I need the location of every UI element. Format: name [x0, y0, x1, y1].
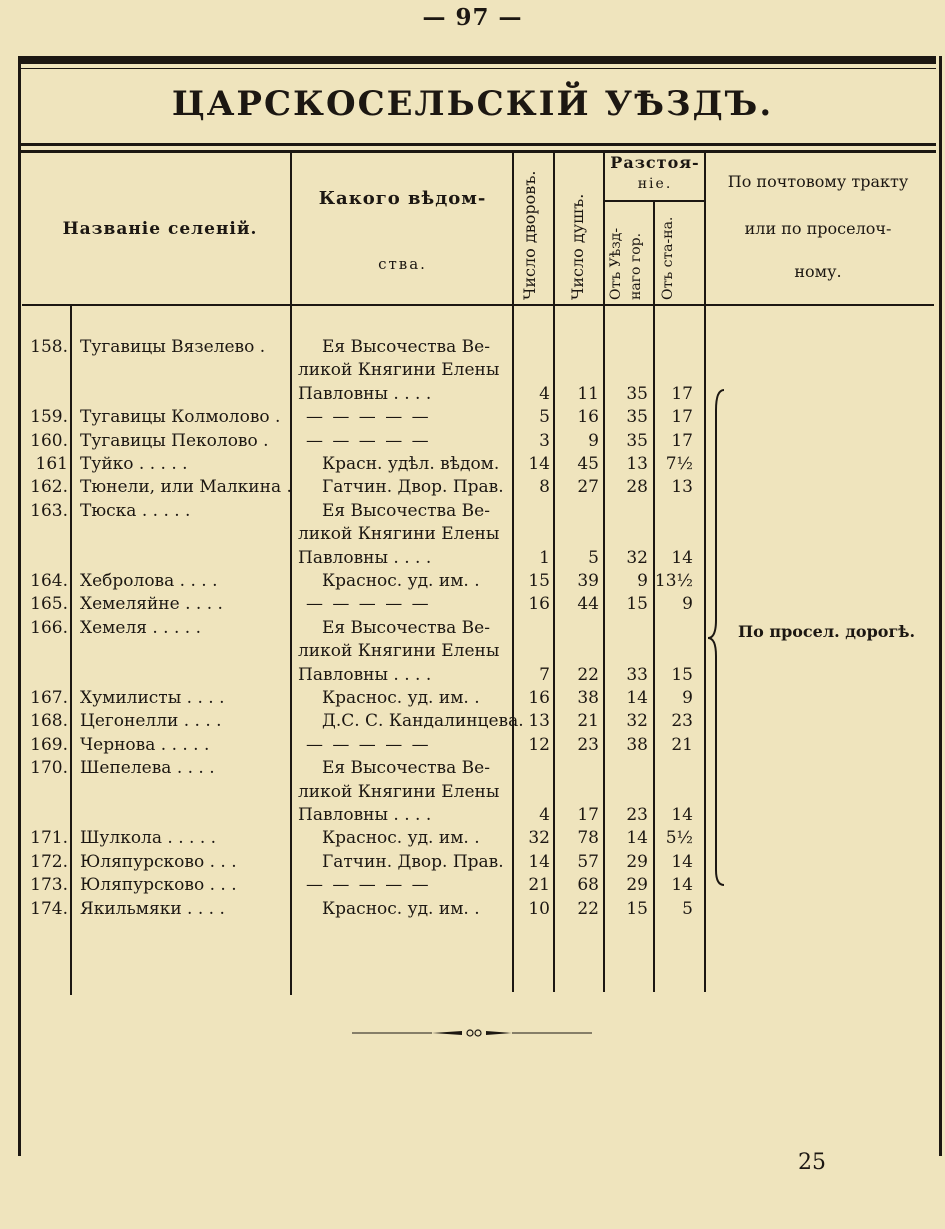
village-name: Якильмяки . . . . — [80, 898, 225, 919]
households-value: 12 — [528, 734, 550, 755]
department-line: Павловны . . . . — [298, 383, 432, 404]
households-value: 32 — [528, 828, 550, 849]
distance-stan-value: 7½ — [665, 454, 693, 474]
header-dept-line1: Какого вѣдом- — [318, 188, 487, 209]
distance-town-value: 13 — [626, 454, 648, 474]
souls-value: 23 — [577, 734, 599, 755]
souls-value: 22 — [577, 898, 599, 919]
village-name: Тюнели, или Малкина . — [80, 477, 292, 498]
department-line: — — — — — — [306, 875, 431, 896]
village-name: Хемеляйне . . . . — [80, 594, 223, 615]
distance-town-value: 29 — [626, 875, 648, 896]
distance-town-value: 32 — [626, 547, 648, 568]
village-name: Шулкола . . . . . — [80, 828, 217, 849]
distance-town-value: 38 — [626, 734, 648, 755]
row-number: 172. — [30, 851, 68, 872]
distance-town-value: 33 — [626, 664, 648, 685]
department-line: ликой Княгини Елены — [298, 781, 500, 802]
households-value: 10 — [528, 898, 550, 919]
households-value: 16 — [528, 594, 550, 615]
header-names: Названіе селеній. — [62, 219, 258, 239]
header-households: Число дворовъ. — [520, 170, 539, 300]
row-number: 164. — [30, 571, 68, 591]
department-line: Д.С. С. Кандалинцева. — [322, 711, 524, 732]
department-line: Ея Высочества Ве- — [322, 617, 490, 638]
distance-stan-value: 23 — [671, 711, 693, 732]
distance-town-value: 15 — [626, 898, 648, 919]
department-line: Гатчин. Двор. Прав. — [322, 477, 504, 498]
village-name: Тугавицы Пеколово . — [80, 430, 269, 451]
department-line: Краснос. уд. им. . — [322, 688, 480, 708]
village-name: Тугавицы Колмолово . — [80, 407, 281, 428]
village-name: Юляпурсково . . . — [80, 851, 237, 872]
distance-stan-value: 14 — [671, 851, 693, 872]
header-tract-line2: или по проселоч- — [744, 219, 892, 238]
distance-subrule — [603, 200, 704, 202]
distance-stan-value: 5½ — [665, 828, 693, 849]
distance-stan-value: 14 — [671, 875, 693, 896]
header-bottom-rule — [22, 304, 934, 306]
col-rule-num — [70, 305, 72, 995]
department-line: Ея Высочества Ве- — [322, 758, 490, 779]
row-number: 158. — [30, 337, 68, 357]
road-brace — [706, 380, 730, 890]
distance-stan-value: 17 — [671, 407, 693, 428]
souls-value: 44 — [577, 594, 599, 615]
households-value: 4 — [539, 383, 550, 404]
page-number: — 97 — — [422, 4, 523, 31]
distance-stan-value: 13 — [671, 477, 693, 498]
households-value: 8 — [539, 477, 550, 498]
distance-stan-value: 21 — [671, 734, 693, 755]
row-number: 170. — [30, 758, 68, 779]
department-line: ликой Княгини Елены — [298, 360, 500, 381]
distance-stan-value: 5 — [682, 898, 693, 919]
department-line: Павловны . . . . — [298, 547, 432, 568]
row-number: 161 — [35, 454, 68, 474]
distance-stan-value: 17 — [671, 430, 693, 451]
village-name: Тюска . . . . . — [80, 500, 191, 521]
row-number: 162. — [30, 477, 68, 498]
row-number: 171. — [30, 828, 68, 849]
souls-value: 21 — [577, 711, 599, 732]
header-distance-line1: Разстоя- — [610, 153, 700, 172]
distance-town-value: 15 — [626, 594, 648, 615]
row-number: 166. — [30, 617, 68, 638]
distance-town-value: 14 — [626, 828, 648, 849]
header-tract-line1: По почтовому тракту — [727, 172, 909, 191]
distance-town-value: 28 — [626, 477, 648, 498]
souls-value: 39 — [577, 571, 599, 591]
department-line: Ея Высочества Ве- — [322, 500, 490, 521]
souls-value: 45 — [577, 454, 599, 474]
row-number: 168. — [30, 711, 68, 732]
distance-stan-value: 17 — [671, 383, 693, 404]
souls-value: 27 — [577, 477, 599, 498]
header-from-stan: Отъ ста-на. — [660, 216, 676, 300]
department-line: Павловны . . . . — [298, 664, 432, 685]
department-line: Ея Высочества Ве- — [322, 337, 490, 357]
distance-stan-value: 14 — [671, 805, 693, 825]
header-dept-line2: ства. — [378, 255, 427, 273]
department-line: Гатчин. Двор. Прав. — [322, 851, 504, 872]
department-line: Краснос. уд. им. . — [322, 898, 480, 919]
households-value: 15 — [528, 571, 550, 591]
row-number: 167. — [30, 688, 68, 708]
village-name: Хебролова . . . . — [80, 571, 218, 591]
department-line: ликой Княгини Елены — [298, 524, 500, 545]
department-line: ликой Княгини Елены — [298, 641, 500, 662]
district-title: ЦАРСКОСЕЛЬСКІЙ УѢЗДЪ. — [171, 84, 774, 124]
row-number: 159. — [30, 407, 68, 428]
distance-stan-value: 9 — [682, 688, 693, 708]
department-line: Краснос. уд. им. . — [322, 571, 480, 591]
households-value: 7 — [539, 664, 550, 685]
department-line: Красн. удѣл. вѣдом. — [322, 454, 500, 474]
department-line: Павловны . . . . — [298, 805, 432, 825]
households-value: 5 — [539, 407, 550, 428]
row-number: 174. — [30, 898, 68, 919]
distance-town-value: 35 — [626, 407, 648, 428]
distance-stan-value: 14 — [671, 547, 693, 568]
ornament-divider — [352, 1028, 592, 1038]
village-name: Хемеля . . . . . — [80, 617, 202, 638]
village-name: Цегонелли . . . . — [80, 711, 222, 732]
village-name: Туйко . . . . . — [80, 454, 188, 474]
row-number: 169. — [30, 734, 68, 755]
title-rule-2 — [18, 150, 936, 153]
distance-town-value: 35 — [626, 383, 648, 404]
households-value: 21 — [528, 875, 550, 896]
households-value: 16 — [528, 688, 550, 708]
households-value: 14 — [528, 851, 550, 872]
souls-value: 78 — [577, 828, 599, 849]
header-from-town: Отъ Уѣзд-нaго гор. — [608, 227, 644, 300]
distance-town-value: 23 — [626, 805, 648, 825]
souls-value: 57 — [577, 851, 599, 872]
distance-stan-value: 9 — [682, 594, 693, 615]
road-note: По просел. дорогѣ. — [738, 622, 916, 641]
households-value: 4 — [539, 805, 550, 825]
village-name: Шепелева . . . . — [80, 758, 215, 779]
distance-town-value: 14 — [626, 688, 648, 708]
header-souls: Число душъ. — [568, 193, 587, 300]
header-distance-line2: ніе. — [637, 176, 673, 192]
souls-value: 9 — [588, 430, 599, 451]
souls-value: 17 — [577, 805, 599, 825]
department-line: Краснос. уд. им. . — [322, 828, 480, 849]
footer-number: 25 — [798, 1150, 826, 1175]
row-number: 173. — [30, 875, 68, 896]
distance-stan-value: 13½ — [654, 571, 693, 591]
souls-value: 68 — [577, 875, 599, 896]
village-name: Хумилисты . . . . — [80, 688, 225, 708]
col-rule-names — [290, 152, 292, 304]
department-line: — — — — — — [306, 594, 431, 615]
households-value: 13 — [528, 711, 550, 732]
souls-value: 5 — [588, 547, 599, 568]
village-name: Юляпурсково . . . — [80, 875, 237, 896]
department-line: — — — — — — [306, 734, 431, 755]
distance-town-value: 35 — [626, 430, 648, 451]
households-value: 14 — [528, 454, 550, 474]
households-value: 3 — [539, 430, 550, 451]
souls-value: 16 — [577, 407, 599, 428]
village-name: Тугавицы Вязелево . — [80, 337, 266, 357]
distance-town-value: 9 — [637, 571, 648, 591]
department-line: — — — — — — [306, 407, 431, 428]
row-number: 163. — [30, 500, 68, 521]
col-rule-names-body — [290, 305, 292, 995]
header-tract-line3: ному. — [794, 262, 842, 281]
distance-stan-value: 15 — [671, 664, 693, 685]
title-rule — [18, 143, 936, 146]
row-number: 165. — [30, 594, 68, 615]
distance-town-value: 32 — [626, 711, 648, 732]
souls-value: 11 — [577, 383, 599, 404]
village-name: Чернова . . . . . — [80, 734, 210, 755]
households-value: 1 — [539, 547, 550, 568]
souls-value: 38 — [577, 688, 599, 708]
souls-value: 22 — [577, 664, 599, 685]
distance-town-value: 29 — [626, 851, 648, 872]
row-number: 160. — [30, 430, 68, 451]
department-line: — — — — — — [306, 430, 431, 451]
